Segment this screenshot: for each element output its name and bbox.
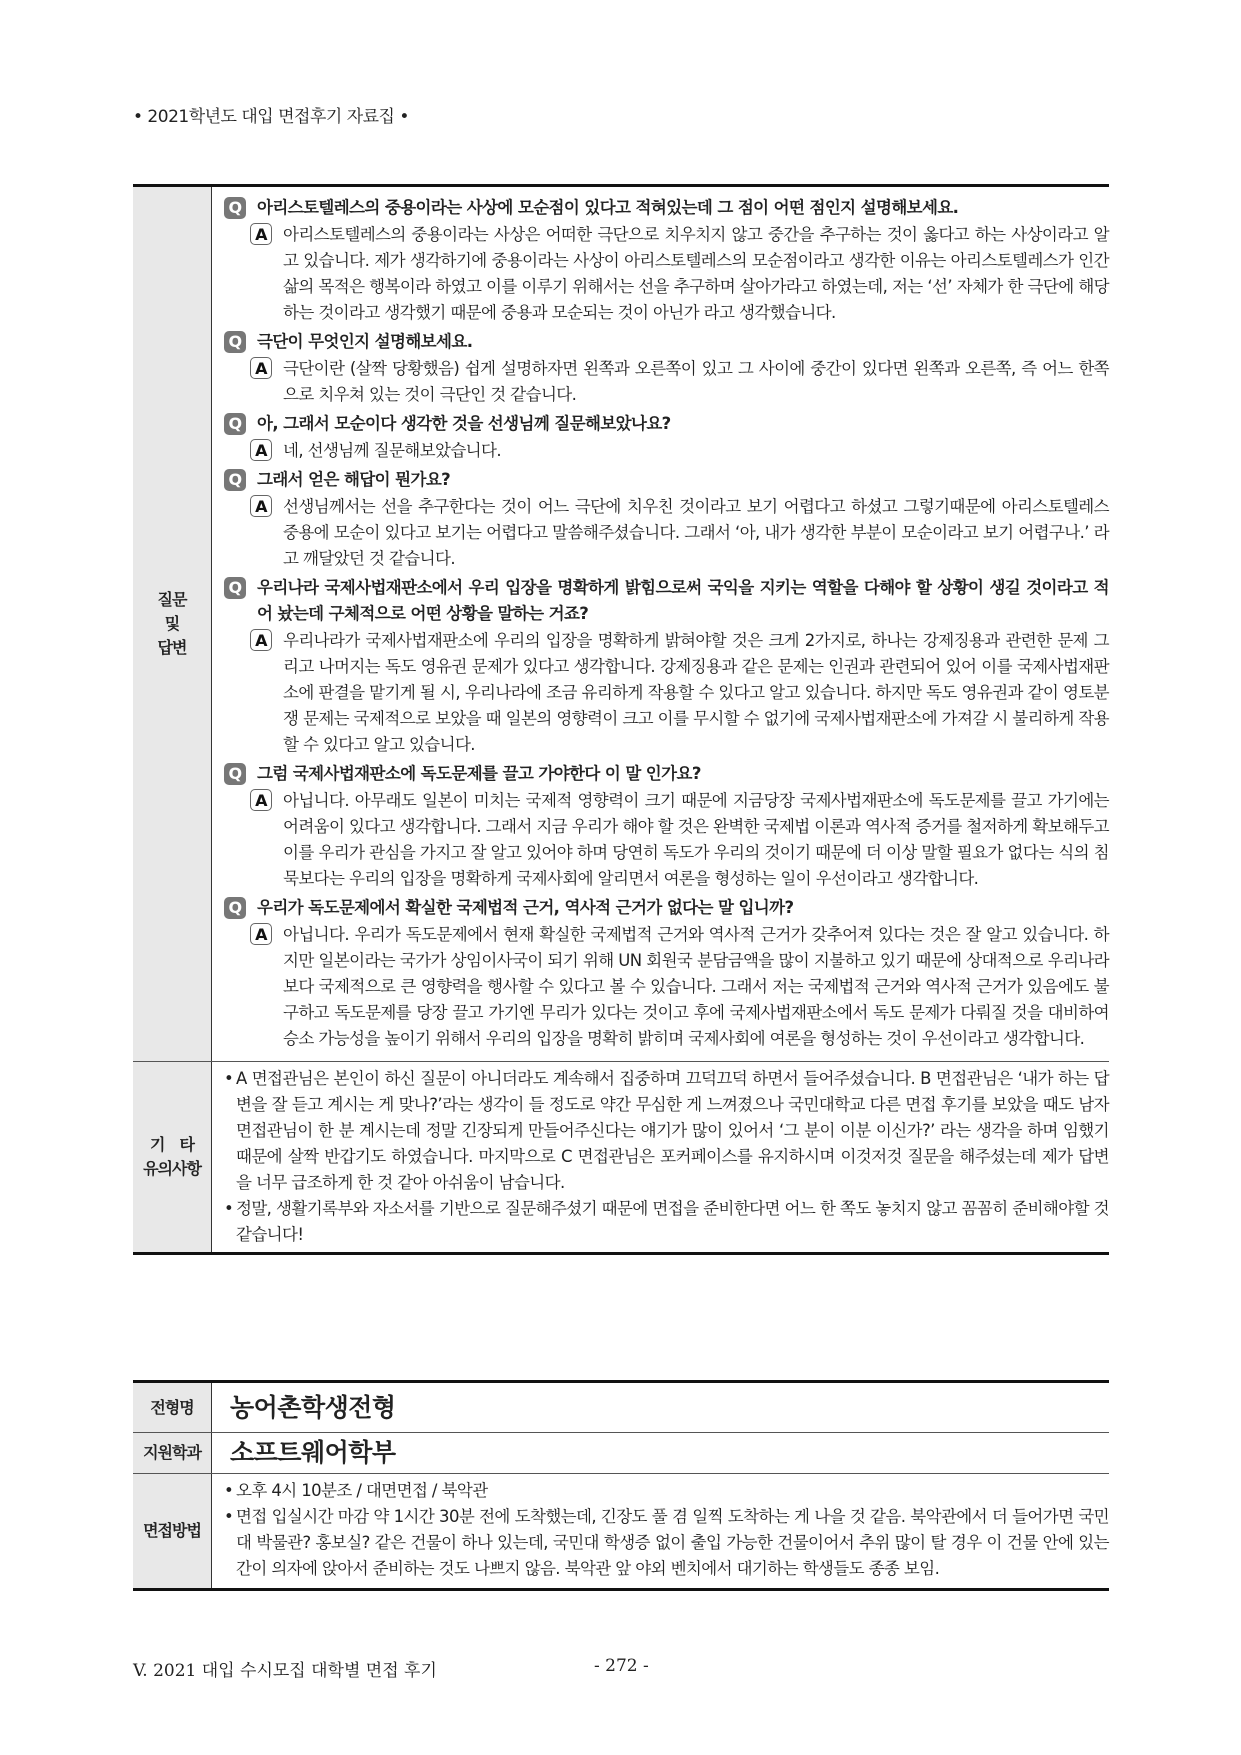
a-badge-icon: A [250, 923, 272, 945]
answer-text: 아닙니다. 우리가 독도문제에서 현재 확실한 국제법적 근거와 역사적 근거가 갖추어져 있다는 것은 잘 알고 있습니다. 하지만 일본이라는 국가가 상임이사국이 되기 위해 UN 회원국 분담금액을 많이 지불하고 있기 때문에 상대적으로 우리나라보다 국제적으로 큰 영향력을 행사할 수 있다고 볼 수 있습니다. 그래서 저는 국제법적 근거와 역사적 근거가 있음에도 불구하고 독도문제를 당장 끌고 가기엔 무리가 있다는 것이고 후에 국제사법재판소에서 독도 문제가 다뤄질 것을 대비하여 승소 가능성을 높이기 위해서 우리의 입장을 명확히 밝히며 국제사회에 여론을 형성하는 것이 우선이라고 생각합니다. [283, 925, 1109, 1048]
method-list [212, 1474, 1110, 1590]
note-item: • 정말, 생활기록부와 자소서를 기반으로 질문해주셨기 때문에 면접을 준비한다면 어느 한 쪽도 놓치지 않고 꼼꼼히 준비해야할 것 같습니다! [224, 1196, 1109, 1248]
question [224, 761, 1109, 787]
notes-list [212, 1062, 1110, 1254]
method-label: 면접방법 [133, 1474, 212, 1590]
qa-table [133, 184, 1109, 1255]
question-text: 아리스토텔레스의 중용이라는 사상에 모순점이 있다고 적혀있는데 그 점이 어떤 점인지 설명해보세요. [257, 198, 959, 217]
answer-text: 아리스토텔레스의 중용이라는 사상은 어떠한 극단으로 치우치지 않고 중간을 추구하는 것이 옳다고 하는 사상이라고 알고 있습니다. 제가 생각하기에 중용이라는 사상이 아리스토텔레스의 모순점이라고 생각한 이유는 아리스토텔레스가 인간 삶의 목적은 행복이라 하였고 이를 이루기 위해서는 선을 추구하며 살아가라고 하였는데, 저는 ‘선’ 자체가 한 극단에 해당하는 것이라고 생각했기 때문에 중용과 모순되는 것이 아닌가 라고 생각했습니다. [283, 225, 1109, 322]
answer [224, 628, 1109, 758]
footer-chapter: V. 2021 대입 수시모집 대학별 면접 후기 [133, 1661, 437, 1681]
note-text: 정말, 생활기록부와 자소서를 기반으로 질문해주셨기 때문에 면접을 준비한다면 어느 한 쪽도 놓치지 않고 꼼꼼히 준비해야할 것 같습니다! [236, 1199, 1109, 1244]
label-line: 답변 [157, 638, 187, 657]
question-text: 우리나라 국제사법재판소에서 우리 입장을 명확하게 밝힘으로써 국익을 지키는 역할을 다해야 할 상황이 생길 것이라고 적어 놨는데 구체적으로 어떤 상황을 말하는 거죠? [257, 578, 1109, 623]
page-number: - 272 - [594, 1656, 649, 1676]
a-badge-icon: A [250, 495, 272, 517]
a-badge-icon: A [250, 439, 272, 461]
qa-section-label [133, 186, 212, 1062]
info-table [133, 1380, 1109, 1591]
answer [224, 494, 1109, 572]
note-item: • A 면접관님은 본인이 하신 질문이 아니더라도 계속해서 집중하며 끄덕끄덕 하면서 들어주셨습니다. B 면접관님은 ‘내가 하는 답변을 잘 듣고 계시는 게 맞나?’라는 생각이 들 정도로 약간 무심한 게 느껴졌으나 국민대학교 다른 면접 후기를 보았을 때도 남자 면접관님이 한 분 계시는데 정말 긴장되게 만들어주신다는 얘기가 많이 있어서 ‘그 분이 이분 이신가?’ 라는 생각을 하며 임했기 때문에 살짝 반갑기도 하였습니다. 마지막으로 C 면접관님은 포커페이스를 유지하시며 이것저것 질문을 해주셨는데 제가 답변을 너무 급조하게 한 것 같아 아쉬움이 남습니다. [224, 1066, 1109, 1196]
q-badge-icon: Q [224, 197, 246, 219]
answer [224, 922, 1109, 1052]
question-text: 그럼 국제사법재판소에 독도문제를 끌고 가야한다 이 말 인가요? [257, 764, 701, 783]
a-badge-icon: A [250, 357, 272, 379]
label-line: 질문 [157, 590, 187, 609]
label-line: 및 [164, 614, 180, 633]
label-line: 기 타 [150, 1135, 194, 1154]
method-item: • 오후 4시 10분조 / 대면면접 / 북악관 [224, 1478, 1109, 1504]
q-badge-icon: Q [224, 469, 246, 491]
question-text: 우리가 독도문제에서 확실한 국제법적 근거, 역사적 근거가 없다는 말 입니까? [257, 898, 794, 917]
question [224, 467, 1109, 493]
answer-text: 아닙니다. 아무래도 일본이 미치는 국제적 영향력이 크기 때문에 지금당장 국제사법재판소에 독도문제를 끌고 가기에는 어려움이 있다고 생각합니다. 그래서 지금 우리가 해야 할 것은 완벽한 국제법 이론과 역사적 증거를 철저하게 확보해두고 이를 우리가 관심을 가지고 잘 알고 있어야 하며 당연히 독도가 우리의 것이기 때문에 더 이상 말할 필요가 없다는 식의 침묵보다는 우리의 입장을 명확하게 국제사회에 알리면서 여론을 형성하는 일이 우선이라고 생각합니다. [283, 791, 1109, 888]
running-header: • 2021학년도 대입 면접후기 자료집 • [133, 107, 409, 127]
question [224, 329, 1109, 355]
answer [224, 788, 1109, 892]
department-label: 지원학과 [133, 1433, 212, 1474]
answer [224, 356, 1109, 408]
note-text: A 면접관님은 본인이 하신 질문이 아니더라도 계속해서 집중하며 끄덕끄덕 하면서 들어주셨습니다. B 면접관님은 ‘내가 하는 답변을 잘 듣고 계시는 게 맞나?’라는 생각이 들 정도로 약간 무심한 게 느껴졌으나 국민대학교 다른 면접 후기를 보았을 때도 남자 면접관님이 한 분 계시는데 정말 긴장되게 만들어주신다는 얘기가 많이 있어서 ‘그 분이 이분 이신가?’ 라는 생각을 하며 임했기 때문에 살짝 반갑기도 하였습니다. 마지막으로 C 면접관님은 포커페이스를 유지하시며 이것저것 질문을 해주셨는데 제가 답변을 너무 급조하게 한 것 같아 아쉬움이 남습니다. [236, 1069, 1109, 1192]
answer-text: 우리나라가 국제사법재판소에 우리의 입장을 명확하게 밝혀야할 것은 크게 2가지로, 하나는 강제징용과 관련한 문제 그리고 나머지는 독도 영유권 문제가 있다고 생각합니다. 강제징용과 같은 문제는 인권과 관련되어 있어 이를 국제사법재판소에 판결을 맡기게 될 시, 우리나라에 조금 유리하게 작용할 수 있다고 알고 있습니다. 하지만 독도 영유권과 같이 영토분쟁 문제는 국제적으로 보았을 때 일본의 영향력이 크고 이를 무시할 수 없기에 국제사법재판소에 가져갈 시 불리하게 작용할 수 있다고 알고 있습니다. [283, 631, 1109, 754]
q-badge-icon: Q [224, 331, 246, 353]
q-badge-icon: Q [224, 413, 246, 435]
method-text: 면접 입실시간 마감 약 1시간 30분 전에 도착했는데, 긴장도 풀 겸 일찍 도착하는 게 나을 것 같음. 북악관에서 더 들어가면 국민대 박물관? 홍보실? 같은 건물이 하나 있는데, 국민대 학생증 없이 출입 가능한 건물이어서 추위 많이 탈 경우 이 건물 안에 있는 간이 의자에 앉아서 준비하는 것도 나쁘지 않음. 북악관 앞 야외 벤치에서 대기하는 학생들도 종종 보임. [236, 1507, 1109, 1578]
admission-type-value: 농어촌학생전형 [212, 1382, 1110, 1433]
question [224, 895, 1109, 921]
answer [224, 222, 1109, 326]
q-badge-icon: Q [224, 763, 246, 785]
answer-text: 극단이란 (살짝 당황했음) 쉽게 설명하자면 왼쪽과 오른쪽이 있고 그 사이에 중간이 있다면 왼쪽과 오른쪽, 즉 어느 한쪽으로 치우쳐 있는 것이 극단인 것 같습니다. [283, 359, 1109, 404]
a-badge-icon: A [250, 223, 272, 245]
method-item: • 면접 입실시간 마감 약 1시간 30분 전에 도착했는데, 긴장도 풀 겸 일찍 도착하는 게 나을 것 같음. 북악관에서 더 들어가면 국민대 박물관? 홍보실? 같은 건물이 하나 있는데, 국민대 학생증 없이 출입 가능한 건물이어서 추위 많이 탈 경우 이 건물 안에 있는 간이 의자에 앉아서 준비하는 것도 나쁘지 않음. 북악관 앞 야외 벤치에서 대기하는 학생들도 종종 보임. [224, 1504, 1109, 1582]
question [224, 575, 1109, 627]
a-badge-icon: A [250, 629, 272, 651]
question [224, 411, 1109, 437]
label-line: 유의사항 [143, 1159, 201, 1178]
department-value: 소프트웨어학부 [212, 1433, 1110, 1474]
notes-section-label [133, 1062, 212, 1254]
q-badge-icon: Q [224, 897, 246, 919]
method-text: 오후 4시 10분조 / 대면면접 / 북악관 [236, 1481, 488, 1500]
question [224, 195, 1109, 221]
answer-text: 선생님께서는 선을 추구한다는 것이 어느 극단에 치우친 것이라고 보기 어렵다고 하셨고 그렇기때문에 아리스토텔레스 중용에 모순이 있다고 보기는 어렵다고 말씀해주셨습니다. 그래서 ‘아, 내가 생각한 부분이 모순이라고 보기 어렵구나.’ 라고 깨달았던 것 같습니다. [283, 497, 1109, 568]
question-text: 그래서 얻은 해답이 뭔가요? [257, 470, 451, 489]
qa-list [212, 186, 1110, 1062]
answer-text: 네, 선생님께 질문해보았습니다. [283, 441, 501, 460]
admission-type-label: 전형명 [133, 1382, 212, 1433]
a-badge-icon: A [250, 789, 272, 811]
q-badge-icon: Q [224, 577, 246, 599]
question-text: 극단이 무엇인지 설명해보세요. [257, 332, 473, 351]
question-text: 아, 그래서 모순이다 생각한 것을 선생님께 질문해보았나요? [257, 414, 671, 433]
answer [224, 438, 1109, 464]
